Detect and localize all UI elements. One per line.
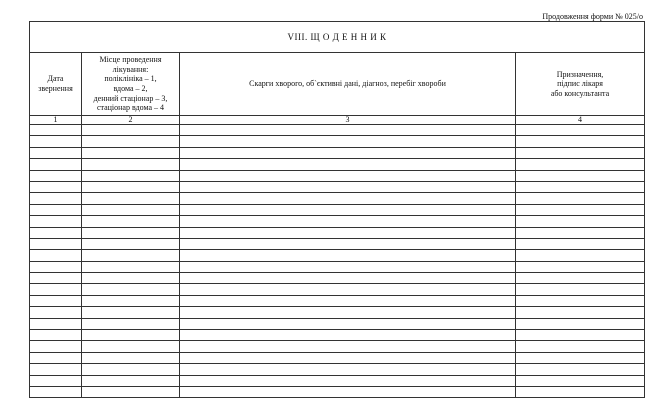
header-treatment-place (82, 53, 180, 116)
diary-cell[interactable] (516, 352, 645, 363)
diary-cell[interactable] (180, 341, 516, 352)
diary-cell[interactable] (516, 250, 645, 261)
diary-cell[interactable] (30, 250, 82, 261)
title-row (30, 22, 645, 53)
diary-cell[interactable] (82, 341, 180, 352)
form-continuation-note: Продовження форми № 025/о (542, 12, 643, 21)
diary-cell[interactable] (516, 227, 645, 238)
header-line: Місце проведення (99, 55, 162, 65)
diary-cell[interactable] (82, 204, 180, 215)
diary-cell[interactable] (82, 170, 180, 181)
diary-cell[interactable] (180, 238, 516, 249)
diary-cell[interactable] (180, 284, 516, 295)
diary-cell[interactable] (30, 364, 82, 375)
header-line: поліклініка – 1, (104, 74, 157, 84)
diary-cell[interactable] (516, 364, 645, 375)
header-line: лікування: (112, 64, 149, 74)
diary-row (30, 170, 645, 181)
diary-cell[interactable] (82, 216, 180, 227)
diary-cell[interactable] (82, 147, 180, 158)
diary-cell[interactable] (30, 136, 82, 147)
diary-cell[interactable] (516, 147, 645, 158)
diary-cell[interactable] (516, 307, 645, 318)
diary-cell[interactable] (82, 318, 180, 329)
header-line: денний стаціонар – 3, (93, 93, 168, 103)
diary-row (30, 159, 645, 170)
diary-cell[interactable] (180, 386, 516, 397)
diary-cell[interactable] (180, 204, 516, 215)
diary-cell[interactable] (82, 364, 180, 375)
diary-cell[interactable] (82, 295, 180, 306)
diary-cell[interactable] (180, 250, 516, 261)
diary-cell[interactable] (180, 261, 516, 272)
diary-cell[interactable] (82, 250, 180, 261)
header-line: Скарги хворого, об`єктивні дані, діагноз, перебіг хвороби (249, 79, 446, 89)
diary-row (30, 307, 645, 318)
diary-cell[interactable] (516, 181, 645, 192)
header-line: стаціонар вдома – 4 (96, 103, 165, 113)
column-number: 3 (180, 116, 516, 125)
diary-cell[interactable] (516, 193, 645, 204)
diary-cell[interactable] (180, 352, 516, 363)
diary-table (29, 21, 645, 398)
diary-row (30, 375, 645, 386)
diary-cell[interactable] (82, 307, 180, 318)
diary-row (30, 227, 645, 238)
diary-cell[interactable] (180, 227, 516, 238)
header-prescription-signature (516, 53, 645, 116)
diary-row (30, 330, 645, 341)
diary-cell[interactable] (516, 204, 645, 215)
diary-row (30, 147, 645, 158)
diary-cell[interactable] (516, 238, 645, 249)
diary-cell[interactable] (30, 238, 82, 249)
diary-row (30, 284, 645, 295)
diary-cell[interactable] (516, 136, 645, 147)
diary-cell[interactable] (516, 216, 645, 227)
diary-row (30, 125, 645, 136)
diary-cell[interactable] (30, 181, 82, 192)
diary-cell[interactable] (82, 227, 180, 238)
diary-cell[interactable] (30, 284, 82, 295)
diary-cell[interactable] (30, 273, 82, 284)
header-complaints-diagnosis (180, 53, 516, 116)
diary-cell[interactable] (180, 216, 516, 227)
diary-row (30, 273, 645, 284)
diary-cell[interactable] (82, 386, 180, 397)
diary-row (30, 318, 645, 329)
header-visit-date (30, 53, 82, 116)
diary-cell[interactable] (516, 125, 645, 136)
diary-row (30, 352, 645, 363)
diary-cell[interactable] (30, 193, 82, 204)
column-number: 2 (82, 116, 180, 125)
diary-cell[interactable] (82, 238, 180, 249)
header-line: або консультанта (550, 88, 610, 98)
diary-row (30, 193, 645, 204)
diary-row (30, 216, 645, 227)
diary-cell[interactable] (180, 181, 516, 192)
diary-row (30, 250, 645, 261)
diary-cell[interactable] (516, 273, 645, 284)
diary-row (30, 204, 645, 215)
diary-cell[interactable] (180, 307, 516, 318)
diary-cell[interactable] (30, 330, 82, 341)
diary-cell[interactable] (30, 216, 82, 227)
diary-cell[interactable] (82, 330, 180, 341)
column-number: 1 (30, 116, 82, 125)
diary-cell[interactable] (30, 170, 82, 181)
diary-cell[interactable] (516, 375, 645, 386)
header-line: підпис лікаря (557, 79, 603, 89)
diary-cell[interactable] (180, 330, 516, 341)
diary-cell[interactable] (82, 193, 180, 204)
header-line: Дата (47, 74, 64, 84)
diary-cell[interactable] (516, 386, 645, 397)
diary-cell[interactable] (82, 159, 180, 170)
diary-cell[interactable] (82, 261, 180, 272)
header-line: звернення (38, 84, 73, 93)
diary-cell[interactable] (82, 352, 180, 363)
diary-cell[interactable] (30, 204, 82, 215)
diary-cell[interactable] (180, 364, 516, 375)
diary-body (30, 125, 645, 398)
diary-cell[interactable] (516, 295, 645, 306)
diary-cell[interactable] (30, 307, 82, 318)
header-line: Призначення, (556, 69, 604, 79)
diary-cell[interactable] (516, 330, 645, 341)
diary-cell[interactable] (30, 227, 82, 238)
diary-cell[interactable] (30, 341, 82, 352)
column-number-row (30, 116, 645, 125)
diary-cell[interactable] (30, 159, 82, 170)
diary-row (30, 181, 645, 192)
diary-cell[interactable] (180, 295, 516, 306)
section-title: VIII. Щ О Д Е Н Н И К (30, 22, 645, 53)
diary-cell[interactable] (82, 273, 180, 284)
diary-cell[interactable] (82, 181, 180, 192)
diary-cell[interactable] (82, 136, 180, 147)
diary-cell[interactable] (180, 125, 516, 136)
diary-row (30, 364, 645, 375)
diary-cell[interactable] (180, 136, 516, 147)
diary-cell[interactable] (516, 341, 645, 352)
diary-cell[interactable] (30, 318, 82, 329)
diary-cell[interactable] (82, 375, 180, 386)
diary-cell[interactable] (30, 125, 82, 136)
diary-row (30, 341, 645, 352)
diary-cell[interactable] (30, 386, 82, 397)
column-number: 4 (516, 116, 645, 125)
diary-cell[interactable] (30, 261, 82, 272)
diary-cell[interactable] (180, 375, 516, 386)
diary-cell[interactable] (180, 147, 516, 158)
diary-cell[interactable] (82, 125, 180, 136)
diary-cell[interactable] (30, 352, 82, 363)
diary-row (30, 238, 645, 249)
column-header-row (30, 53, 645, 116)
diary-cell[interactable] (516, 159, 645, 170)
diary-row (30, 295, 645, 306)
diary-row (30, 261, 645, 272)
diary-cell[interactable] (516, 261, 645, 272)
diary-cell[interactable] (30, 375, 82, 386)
header-line: вдома – 2, (113, 84, 148, 93)
diary-row (30, 136, 645, 147)
diary-cell[interactable] (180, 318, 516, 329)
diary-cell[interactable] (30, 295, 82, 306)
diary-cell[interactable] (180, 159, 516, 170)
diary-cell[interactable] (30, 147, 82, 158)
diary-row (30, 386, 645, 397)
diary-cell[interactable] (82, 284, 180, 295)
diary-cell[interactable] (180, 170, 516, 181)
diary-cell[interactable] (180, 193, 516, 204)
diary-cell[interactable] (516, 318, 645, 329)
diary-cell[interactable] (516, 284, 645, 295)
diary-cell[interactable] (516, 170, 645, 181)
diary-cell[interactable] (180, 273, 516, 284)
